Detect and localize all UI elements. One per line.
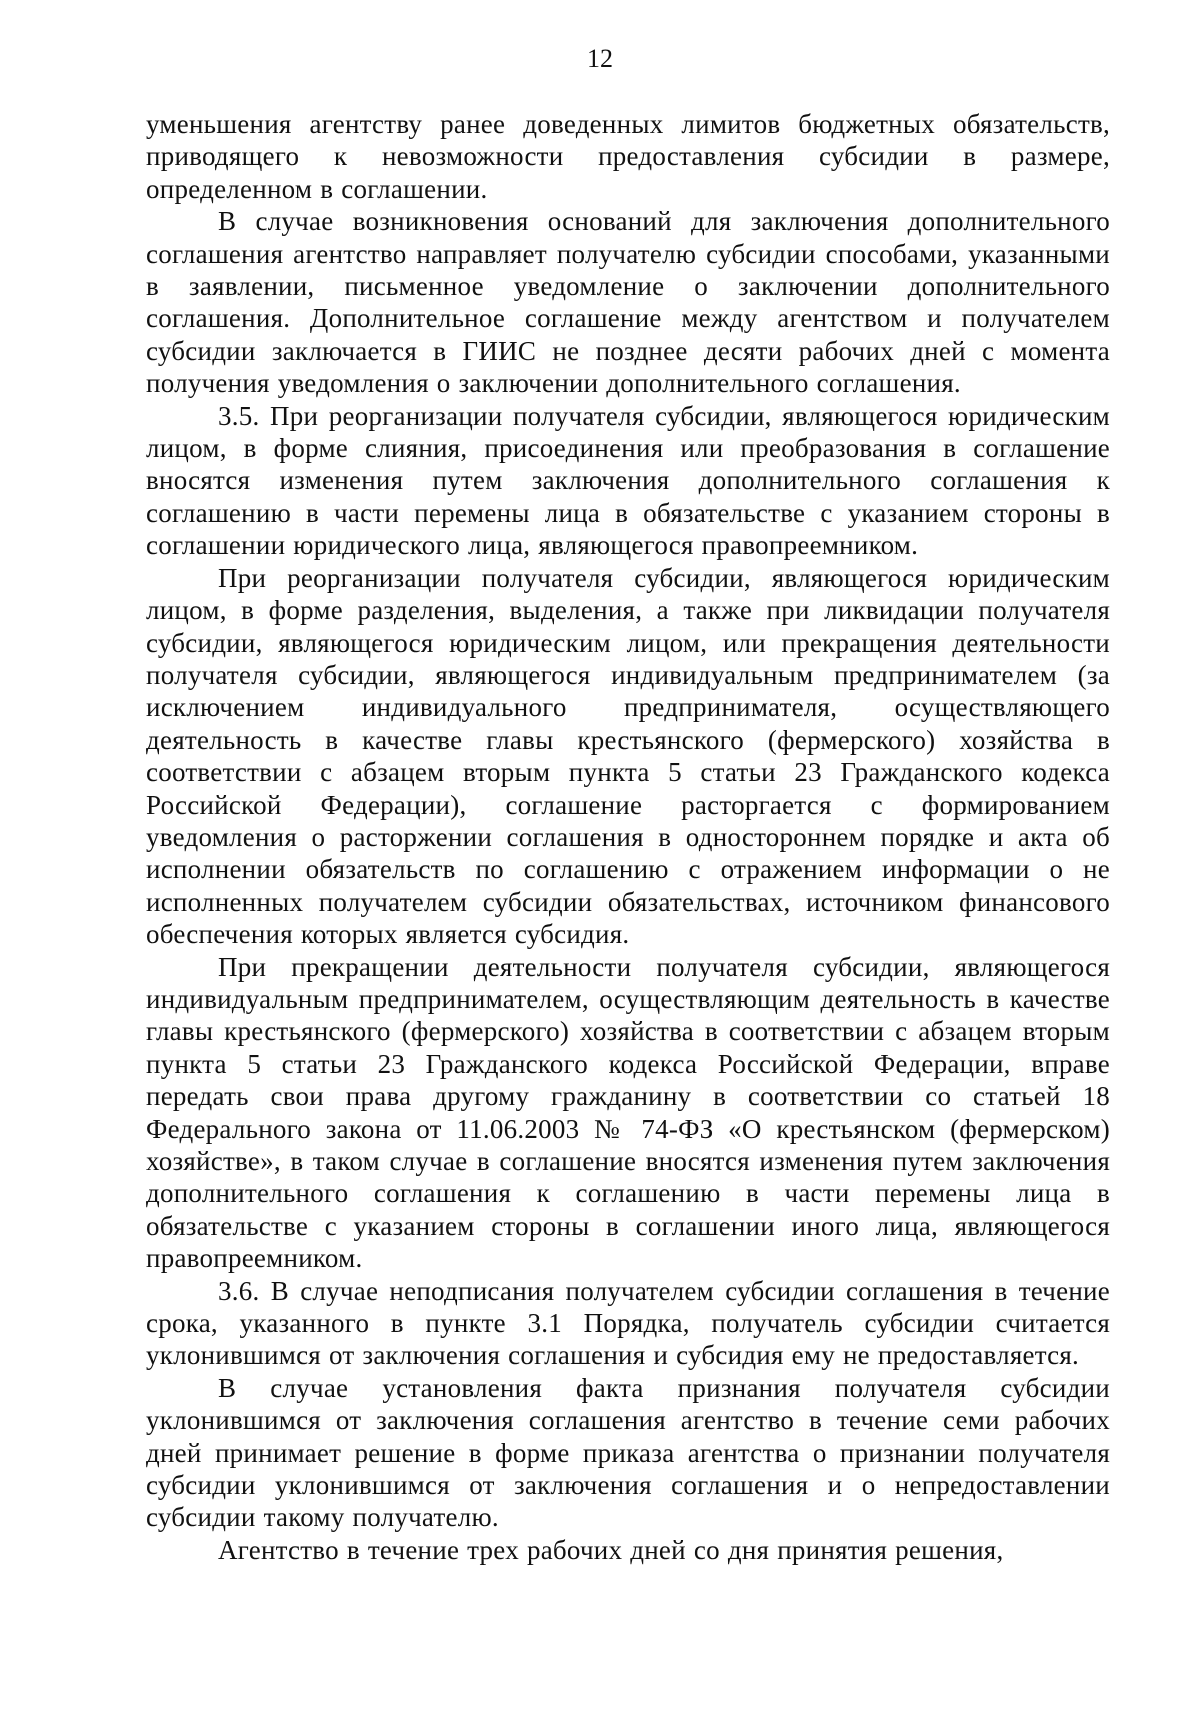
paragraph-continuation: уменьшения агентству ранее доведенных лимитов бюджетных обязательств, приводящего к невозможности предоставления субсидии в размере, определенном в соглашении. (146, 109, 1110, 204)
page-number: 12 (587, 44, 613, 73)
document-body (146, 108, 1110, 1566)
paragraph-evasion-decision: В случае установления факта признания получателя субсидии уклонившимся от заключения соглашения агентство в течение семи рабочих дней принимает решение в форме приказа агентства о признании получателя субсидии уклонившимся от заключения соглашения и о непредоставлении субсидии такому получателю. (146, 1372, 1110, 1533)
paragraph-section-3-6: 3.6. В случае неподписания получателем субсидии соглашения в течение срока, указанного в пункте 3.1 Порядка, получатель субсидии считается уклонившимся от заключения соглашения и субсидия ему не предоставляется. (146, 1275, 1110, 1371)
paragraph-agency-notice: Агентство в течение трех рабочих дней со дня принятия решения, (218, 1534, 1004, 1565)
paragraph-section-3-5: 3.5. При реорганизации получателя субсидии, являющегося юридическим лицом, в форме слияния, присоединения или преобразования в соглашение вносятся изменения путем заключения дополнительного соглашения к соглашению в части перемены лица в обязательстве с указанием стороны в соглашении юридического лица, являющегося правопреемником. (146, 400, 1110, 561)
paragraph-farm-rights-transfer: При прекращении деятельности получателя субсидии, являющегося индивидуальным предпринимателем, осуществляющим деятельность в качестве главы крестьянского (фермерского) хозяйства в соответствии с абзацем вторым пункта 5 статьи 23 Гражданского кодекса Российской Федерации, вправе передать свои права другому гражданину в соответствии со статьей 18 Федерального закона от 11.06.2003 № 74-ФЗ «О крестьянском (фермерском) хозяйстве», в таком случае в соглашение вносятся изменения путем заключения дополнительного соглашения к соглашению в части перемены лица в обязательстве с указанием стороны в соглашении иного лица, являющегося правопреемником. (146, 951, 1110, 1274)
paragraph-additional-agreement: В случае возникновения оснований для заключения дополнительного соглашения агентство направляет получателю субсидии способами, указанными в заявлении, письменное уведомление о заключении дополнительного соглашения. Дополнительное соглашение между агентством и получателем субсидии заключается в ГИИС не позднее десяти рабочих дней с момента получения уведомления о заключении дополнительного соглашения. (146, 206, 1110, 399)
paragraph-reorganization-termination: При реорганизации получателя субсидии, являющегося юридическим лицом, в форме разделения, выделения, а также при ликвидации получателя субсидии, являющегося юридическим лицом, или прекращения деятельности получателя субсидии, являющегося индивидуальным предпринимателем (за исключением индивидуального предпринимателя, осуществляющего деятельность в качестве главы крестьянского (фермерского) хозяйства в соответствии с абзацем вторым пункта 5 статьи 23 Гражданского кодекса Российской Федерации), соглашение расторгается с формированием уведомления о расторжении соглашения в одностороннем порядке и акта об исполнении обязательств по соглашению с отражением информации о не исполненных получателем субсидии обязательствах, источником финансового обеспечения которых является субсидия. (146, 562, 1110, 950)
